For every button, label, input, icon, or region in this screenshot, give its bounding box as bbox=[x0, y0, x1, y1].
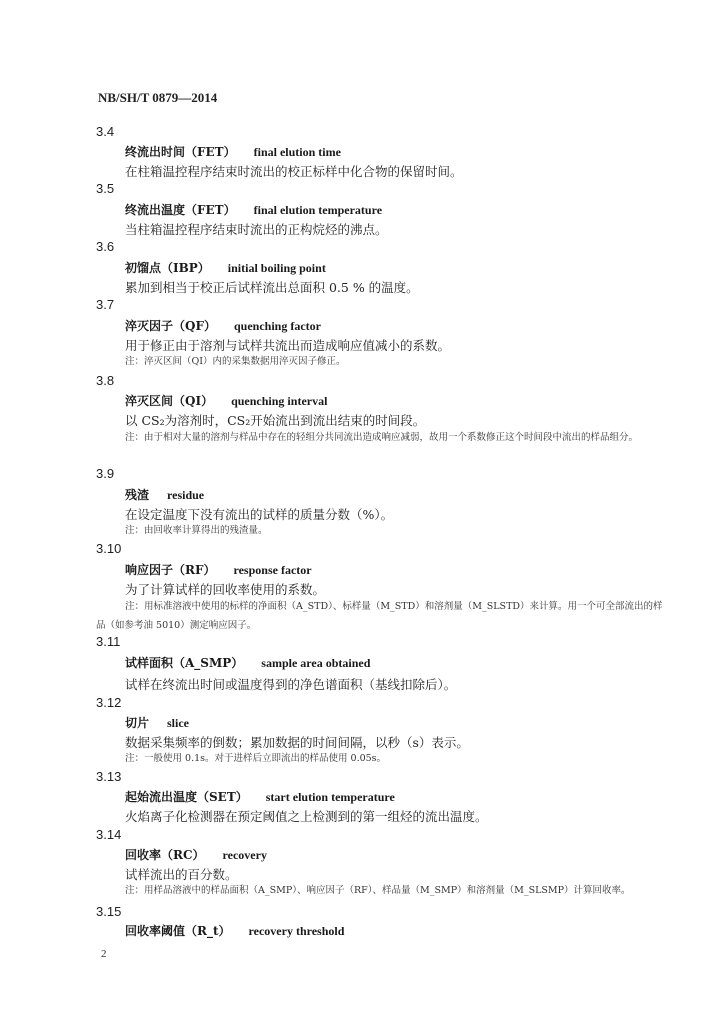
term-zh: 淬灭区间（QI） bbox=[125, 394, 214, 408]
term-zh: 初馏点（IBP） bbox=[125, 261, 210, 275]
entry-number: 3.6 bbox=[96, 239, 115, 254]
term-en: slice bbox=[167, 716, 190, 730]
entry-note: 注：用标准溶液中使用的标样的净面积（A_STD）、标样量（M_STD）和溶剂量（M_SLSTD）来计算。用一个可全部流出的样品（如参考油 5010）测定响应因子。 bbox=[96, 601, 663, 631]
term-zh: 回收率（RC） bbox=[125, 848, 205, 862]
entry-definition: 在设定温度下没有流出的试样的质量分数（%）。 bbox=[125, 507, 394, 522]
entry-number: 3.7 bbox=[96, 297, 115, 312]
entry-number: 3.13 bbox=[96, 769, 122, 784]
entry-number: 3.15 bbox=[96, 904, 122, 919]
entry-term bbox=[125, 846, 267, 863]
standard-code: NB/SH/T 0879—2014 bbox=[98, 90, 218, 105]
entry-number: 3.5 bbox=[96, 181, 115, 196]
entry-definition: 用于修正由于溶剂与试样共流出而造成响应值减小的系数。 bbox=[125, 338, 451, 353]
term-en: sample area obtained bbox=[261, 656, 371, 670]
entry-number: 3.11 bbox=[96, 634, 121, 649]
entry-definition: 试样流出的百分数。 bbox=[125, 867, 238, 882]
term-zh: 回收率阈值（R_t） bbox=[125, 924, 231, 938]
entry-term bbox=[125, 317, 321, 334]
entry-term bbox=[125, 922, 344, 939]
term-zh: 淬灭因子（QF） bbox=[125, 319, 216, 333]
entry-definition: 当柱箱温控程序结束时流出的正构烷烃的沸点。 bbox=[125, 222, 388, 237]
term-en: recovery bbox=[222, 848, 267, 862]
entry-term bbox=[125, 714, 189, 731]
entry-definition: 累加到相当于校正后试样流出总面积 0.5 % 的温度。 bbox=[125, 280, 419, 295]
entry-definition: 为了计算试样的回收率使用的系数。 bbox=[125, 582, 326, 597]
entry-number: 3.8 bbox=[96, 373, 115, 388]
entry-term bbox=[125, 259, 326, 276]
term-en: quenching interval bbox=[231, 394, 328, 408]
term-en: start elution temperature bbox=[265, 790, 395, 804]
entry-term bbox=[125, 486, 204, 503]
page-number: 2 bbox=[101, 948, 107, 960]
entry-number: 3.14 bbox=[96, 827, 122, 842]
term-zh: 残渣 bbox=[125, 488, 150, 502]
term-en: initial boiling point bbox=[227, 261, 326, 275]
entry-term bbox=[125, 561, 312, 578]
term-en: final elution temperature bbox=[253, 203, 383, 217]
entry-definition: 数据采集频率的倒数；累加数据的时间间隔，以秒（s）表示。 bbox=[125, 735, 469, 750]
entry-number: 3.9 bbox=[96, 466, 115, 481]
entry-definition: 以 CS₂为溶剂时，CS₂开始流出到流出结束的时间段。 bbox=[125, 413, 426, 428]
entry-term bbox=[125, 654, 370, 671]
entry-definition: 在柱箱温控程序结束时流出的校正标样中化合物的保留时间。 bbox=[125, 164, 463, 179]
term-en: final elution time bbox=[253, 145, 341, 159]
entry-term bbox=[125, 201, 382, 218]
entry-term bbox=[125, 143, 341, 160]
entry-note: 注：一般使用 0.1s。对于进样后立即流出的样品使用 0.05s。 bbox=[125, 753, 387, 764]
term-zh: 起始流出温度（SET） bbox=[125, 790, 248, 804]
entry-term bbox=[125, 392, 327, 409]
term-zh: 终流出温度（FET） bbox=[125, 203, 236, 217]
entry-number: 3.10 bbox=[96, 541, 122, 556]
entry-definition: 火焰离子化检测器在预定阈值之上检测到的第一组烃的流出温度。 bbox=[125, 809, 488, 824]
entry-term bbox=[125, 788, 395, 805]
term-zh: 切片 bbox=[125, 716, 150, 730]
entry-note: 注：淬灭区间（QI）内的采集数据用淬灭因子修正。 bbox=[125, 356, 346, 367]
entry-number: 3.4 bbox=[96, 124, 115, 139]
entry-number: 3.12 bbox=[96, 695, 122, 710]
term-zh: 试样面积（A_SMP） bbox=[125, 656, 244, 670]
term-en: quenching factor bbox=[233, 319, 321, 333]
term-en: recovery threshold bbox=[248, 924, 345, 938]
entry-definition: 试样在终流出时间或温度得到的净色谱面积（基线扣除后）。 bbox=[125, 677, 457, 692]
entry-note: 注：由于相对大量的溶剂与样品中存在的轻组分共同流出造成响应减弱，故用一个系数修正这个时间段中流出的样品组分。 bbox=[125, 432, 639, 443]
term-en: residue bbox=[167, 488, 205, 502]
term-zh: 响应因子（RF） bbox=[125, 563, 216, 577]
term-zh: 终流出时间（FET） bbox=[125, 145, 236, 159]
term-en: response factor bbox=[233, 563, 312, 577]
entry-note: 注：用样品溶液中的样品面积（A_SMP）、响应因子（RF）、样品量（M_SMP）和溶剂量（M_SLSMP）计算回收率。 bbox=[125, 885, 631, 896]
entry-note: 注：由回收率计算得出的残渣量。 bbox=[125, 525, 268, 536]
